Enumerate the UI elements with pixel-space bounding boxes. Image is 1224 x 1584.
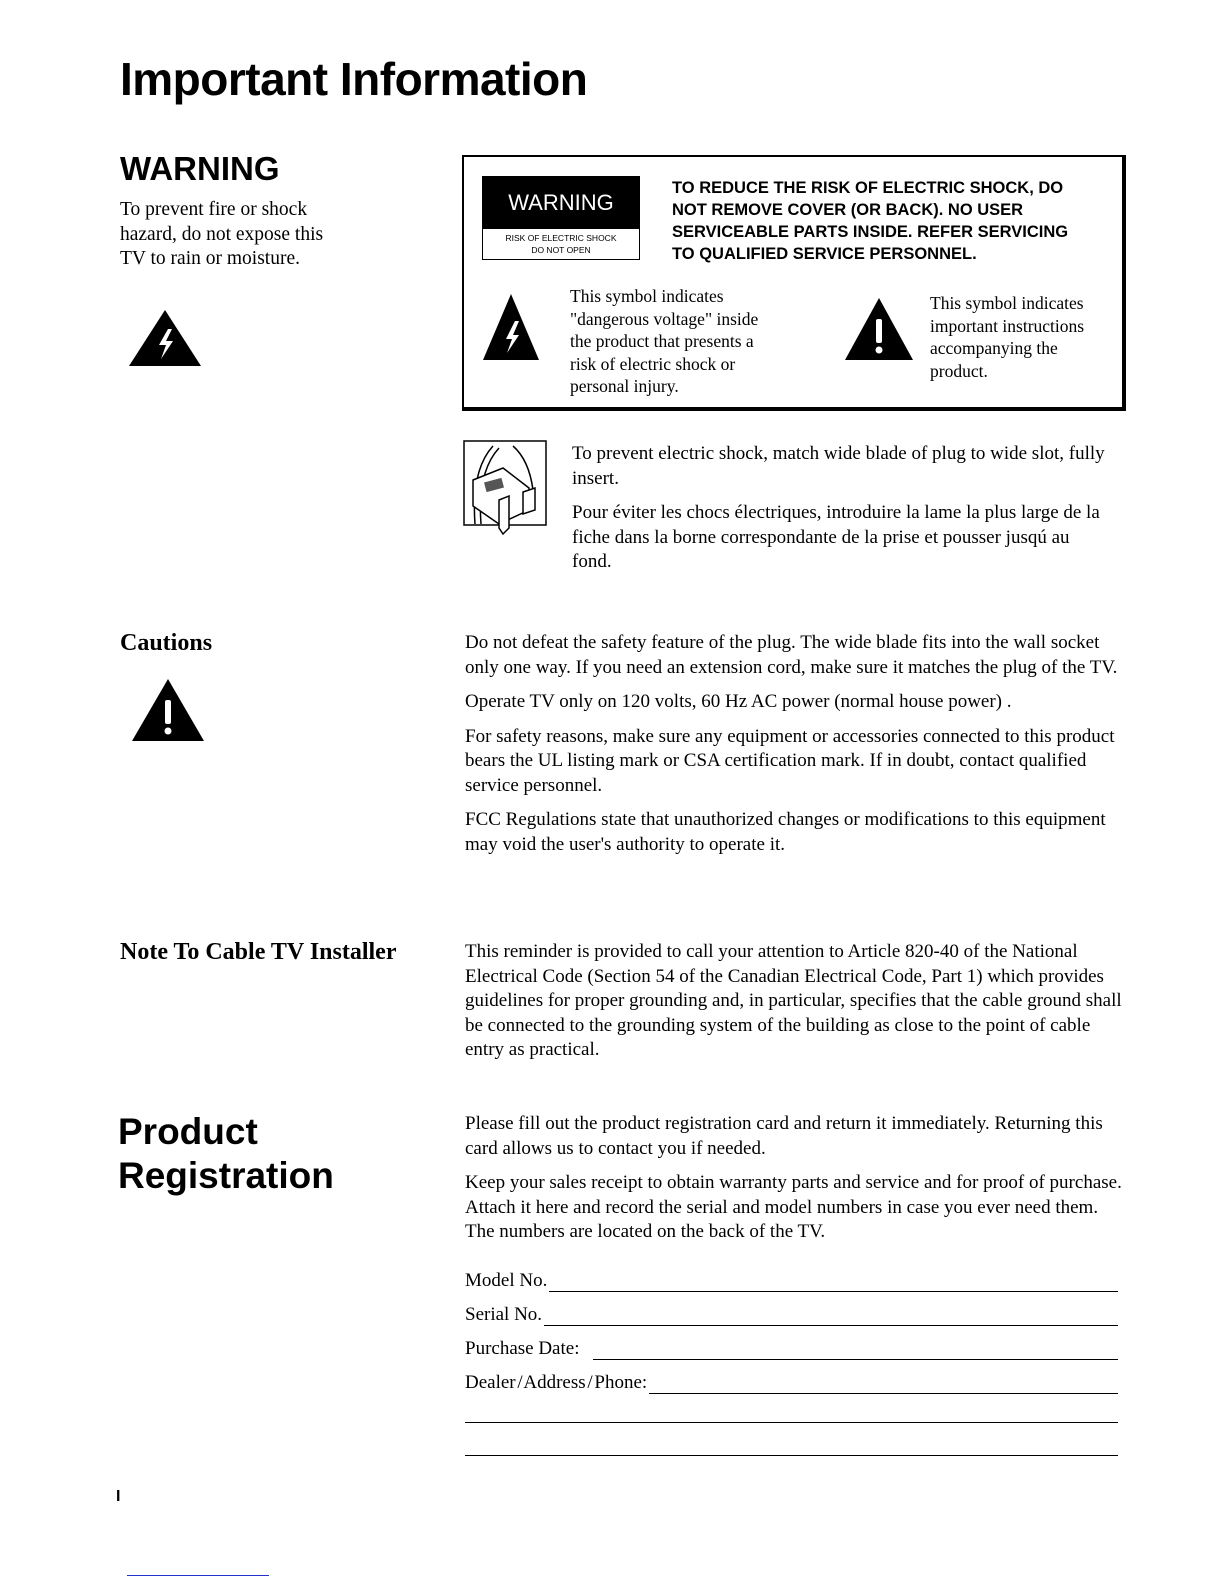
caution-paragraph: Operate TV only on 120 volts, 60 Hz AC power (normal house power) .: [465, 691, 1012, 712]
serial-number-label: Serial No.: [465, 1304, 543, 1325]
registration-heading: [118, 1110, 334, 1198]
warning-caps-text: [672, 177, 1112, 265]
registration-paragraph: Keep your sales receipt to obtain warranty parts and service and for proof of purchase. Attach it here and record the serial and model numbers in case you ever need them. The numbers are located on the back of the TV.: [465, 1172, 1122, 1242]
lightning-warning-icon: [128, 309, 202, 367]
registration-body: [465, 1112, 1125, 1255]
plug-notice: [572, 442, 1112, 575]
plug-notice-english: To prevent electric shock, match wide blade of plug to wide slot, fully insert.: [572, 443, 1105, 489]
caution-paragraph: FCC Regulations state that unauthorized changes or modifications to this equipment may void the user's authority to operate it.: [465, 809, 1106, 855]
serial-number-input[interactable]: [544, 1305, 1118, 1326]
registration-heading-line: Registration: [118, 1155, 334, 1196]
warning-label-title: WARNING: [483, 177, 639, 229]
caution-paragraph: Do not defeat the safety feature of the plug. The wide blade fits into the wall socket only one way. If you need an extension cord, make sure it matches the plug of the TV.: [465, 632, 1118, 678]
cable-note-text: This reminder is provided to call your attention to Article 820-40 of the National Electrical Code (Section 54 of the Canadian Electrical Code, Part 1) which provides guidelines for proper grounding and, in particular, specifies that the cable ground shall be connected to the grounding system of the building as close to the point of cable entry as practical.: [465, 941, 1122, 1060]
label-line: RISK OF ELECTRIC SHOCK: [505, 233, 617, 243]
symbol-line: product.: [930, 360, 988, 381]
warning-heading: WARNING: [120, 150, 280, 187]
dealer-label: Dealer / Address / Phone:: [465, 1372, 648, 1393]
registration-heading-line: Product: [118, 1111, 258, 1152]
extra-line-2[interactable]: [465, 1455, 1118, 1456]
serial-number-field[interactable]: [465, 1300, 1118, 1326]
cable-note-heading: Note To Cable TV Installer: [120, 939, 397, 965]
voltage-symbol-text: [570, 285, 810, 398]
polarized-plug-icon: [463, 440, 547, 536]
warning-line: TV to rain or moisture.: [120, 248, 300, 269]
warning-label: [482, 176, 640, 260]
caps-line: TO QUALIFIED SERVICE PERSONNEL.: [672, 245, 977, 263]
page-title: Important Information: [120, 53, 588, 105]
dangerous-voltage-icon: [482, 293, 540, 361]
cautions-body: [465, 631, 1120, 867]
symbol-line: This symbol indicates: [570, 286, 724, 306]
warning-text: [120, 198, 380, 272]
page-number: I: [116, 1488, 121, 1505]
warning-line: To prevent fire or shock: [120, 199, 308, 220]
cautions-heading: Cautions: [120, 630, 213, 656]
extra-line-1[interactable]: [465, 1422, 1118, 1423]
warning-box: [462, 155, 1126, 411]
purchase-date-input[interactable]: [593, 1339, 1118, 1360]
dealer-field[interactable]: [465, 1368, 1118, 1394]
symbol-line: important instructions: [930, 315, 1085, 336]
symbol-line: personal injury.: [570, 376, 679, 396]
instruction-symbol-text: [930, 292, 1120, 382]
purchase-date-label: Purchase Date:: [465, 1338, 580, 1359]
model-number-input[interactable]: [549, 1271, 1118, 1292]
label-line: DO NOT OPEN: [531, 245, 591, 255]
symbol-line: accompanying the: [930, 338, 1058, 358]
symbol-line: the product that presents a: [570, 331, 754, 351]
caps-line: NOT REMOVE COVER (OR BACK). NO USER: [672, 201, 1024, 219]
caps-line: TO REDUCE THE RISK OF ELECTRIC SHOCK, DO: [672, 179, 1064, 197]
caution-exclamation-icon: [131, 678, 205, 742]
model-number-field[interactable]: [465, 1266, 1118, 1292]
purchase-date-field[interactable]: [465, 1334, 1118, 1360]
footer-link-underline: [127, 1575, 269, 1576]
symbol-line: "dangerous voltage" inside: [570, 308, 759, 329]
warning-line: hazard, do not expose this: [120, 223, 324, 245]
symbol-line: This symbol indicates: [930, 293, 1084, 313]
caution-paragraph: For safety reasons, make sure any equipment or accessories connected to this product bears the UL listing mark or CSA certification mark. If in doubt, contact qualified service personnel.: [465, 725, 1115, 796]
symbol-line: risk of electric shock or: [570, 353, 736, 374]
registration-paragraph: Please fill out the product registration card and return it immediately. Returning this card allows us to contact you if needed.: [465, 1113, 1103, 1159]
dealer-input[interactable]: [649, 1373, 1118, 1394]
model-number-label: Model No.: [465, 1270, 548, 1291]
exclamation-warning-icon: [844, 297, 914, 361]
warning-label-subtext: [483, 229, 639, 256]
caps-line: SERVICEABLE PARTS INSIDE. REFER SERVICING: [672, 223, 1069, 241]
plug-notice-french: Pour éviter les chocs électriques, introduire la lame la plus large de la fiche dans la borne correspondante de la prise et pousser jusqú au fond.: [572, 502, 1100, 572]
